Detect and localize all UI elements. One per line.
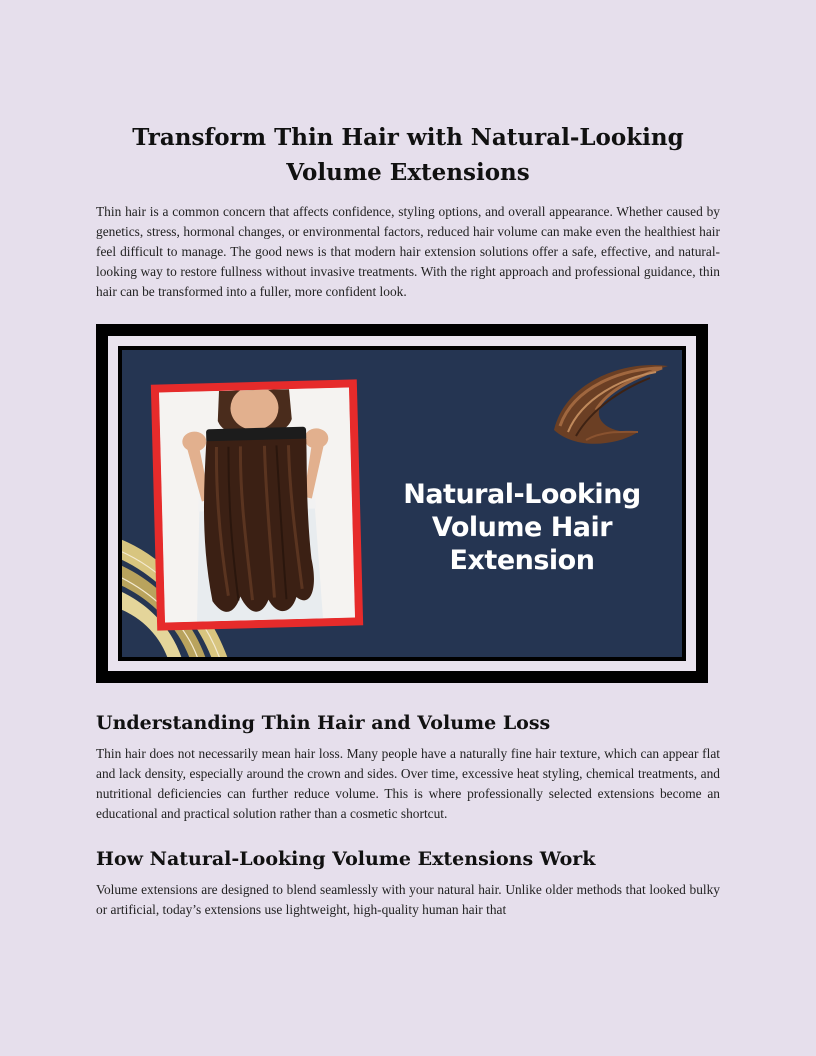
banner-line-2: Volume Hair: [431, 512, 613, 543]
banner-line-3: Extension: [449, 545, 595, 576]
banner-line-1: Natural-Looking: [403, 479, 641, 510]
banner-image: [96, 324, 708, 683]
banner-background: [122, 350, 682, 657]
banner-frame: [108, 336, 696, 671]
section-body-how-it-works: Volume extensions are designed to blend seamlessly with your natural hair. Unlike older methods that looked bulky or artificial, today’s extensions use lightweight, high-quality human hair that: [96, 882, 720, 917]
model-with-extension-illustration: [159, 388, 355, 623]
intro-paragraph: Thin hair is a common concern that affects confidence, styling options, and overall appearance. Whether caused by genetics, stress, hormonal changes, or environmental factors, reduced hair volume can make even the healthiest hair feel difficult to manage. The good news is that modern hair extension solutions offer a safe, effective, and natural-looking way to restore fullness without invasive treatments. With the right approach and professional guidance, thin hair can be transformed into a fuller, more confident look.: [96, 204, 720, 299]
model-photo-frame: [151, 379, 363, 630]
hair-swatch-image: [546, 360, 676, 450]
banner-headline: [402, 478, 642, 577]
section-heading-understanding: Understanding Thin Hair and Volume Loss: [96, 712, 551, 734]
document-page: [96, 120, 720, 920]
section-body-understanding: Thin hair does not necessarily mean hair loss. Many people have a naturally fine hair texture, which can appear flat and lack density, especially around the crown and sides. Over time, excessive heat styling, chemical treatments, and nutritional deficiencies can further reduce volume. This is where professionally selected extensions become an educational and practical solution rather than a cosmetic shortcut.: [96, 746, 720, 821]
section-heading-how-it-works: How Natural-Looking Volume Extensions Work: [96, 848, 596, 870]
model-photo: [159, 388, 355, 623]
article-title: Transform Thin Hair with Natural-Looking Volume Extensions: [132, 124, 684, 186]
